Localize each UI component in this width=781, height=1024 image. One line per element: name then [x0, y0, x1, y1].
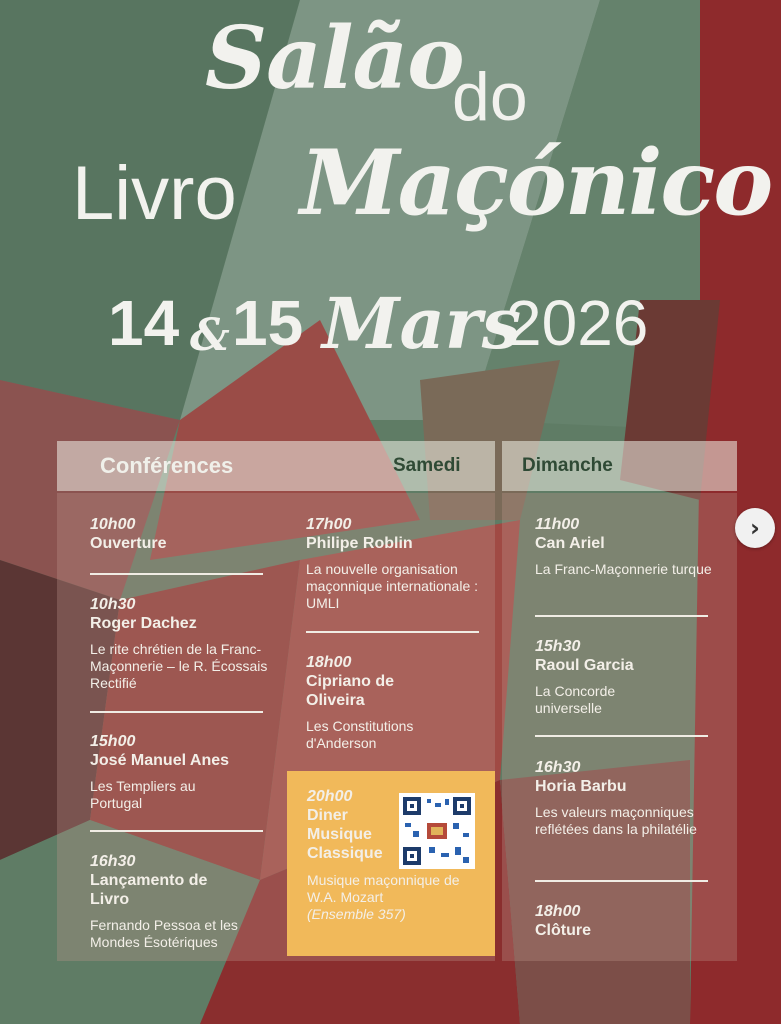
program-panel — [57, 441, 737, 961]
title-maconico: Maçónico — [300, 130, 772, 236]
event-time: 17h00 — [306, 516, 352, 533]
event-description: Les Constitutions d'Anderson — [306, 718, 414, 751]
event-time: 16h30 — [90, 853, 136, 870]
divider — [90, 711, 263, 713]
event-time: 18h00 — [306, 654, 352, 671]
divider — [90, 573, 263, 575]
saturday-label: Samedi — [393, 455, 461, 476]
event-item — [535, 903, 715, 940]
event-name: Raoul Garcia — [535, 657, 634, 674]
sunday-label: Dimanche — [522, 455, 613, 476]
divider — [535, 880, 708, 882]
dinner-event — [307, 788, 407, 863]
event-time: 15h30 — [535, 638, 581, 655]
next-slide-button[interactable] — [735, 508, 775, 548]
event-name: Ouverture — [90, 535, 167, 552]
event-name: Lançamento de Livro — [90, 872, 208, 908]
event-time: 15h00 — [90, 733, 136, 750]
event-description: La Franc-Maçonnerie turque — [535, 561, 712, 577]
divider — [535, 615, 708, 617]
event-item — [90, 596, 285, 692]
divider — [535, 735, 708, 737]
event-description: Les Templiers au Portugal — [90, 778, 196, 811]
program-heading: Conférences — [100, 453, 234, 478]
event-time: 16h30 — [535, 759, 581, 776]
event-name: Cipriano de Oliveira — [306, 673, 395, 709]
event-description: Les valeurs maçonniques reflétées dans la philatélie — [535, 804, 697, 837]
event-item — [306, 516, 486, 612]
event-description: Musique maçonnique de W.A. Mozart — [307, 872, 460, 905]
event-item — [535, 638, 725, 717]
date-year: 2026 — [506, 287, 649, 359]
dinner-details — [307, 872, 487, 923]
date-ampersand: & — [190, 310, 230, 361]
event-time: 10h30 — [90, 596, 136, 613]
event-name: José Manuel Anes — [90, 752, 230, 769]
event-name: Clôture — [535, 922, 591, 939]
date-day2: 15 — [232, 287, 304, 359]
event-name: Diner Musique Classique — [307, 807, 383, 862]
divider — [306, 631, 479, 633]
date-day1: 14 — [108, 287, 180, 359]
event-time: 10h00 — [90, 516, 136, 533]
title-salao: Salão — [205, 8, 464, 109]
event-item — [90, 516, 270, 553]
event-description: La nouvelle organisation maçonnique internationale : UMLI — [306, 561, 479, 611]
event-time: 20h00 — [307, 788, 353, 805]
qr-code-icon[interactable] — [399, 793, 475, 869]
event-item — [535, 759, 715, 838]
event-name: Can Ariel — [535, 535, 605, 552]
event-item — [90, 853, 285, 951]
ensemble-label: (Ensemble 357) — [307, 906, 406, 922]
chevron-right-icon: › — [750, 514, 760, 542]
event-item — [535, 516, 725, 578]
event-name: Philipe Roblin — [306, 535, 413, 552]
title-do: do — [452, 59, 528, 135]
event-name: Roger Dachez — [90, 615, 197, 632]
title-livro: Livro — [72, 151, 237, 236]
event-description: Le rite chrétien de la Franc-Maçonnerie – le R. Écossais Rectifié — [90, 641, 268, 691]
event-item — [306, 654, 486, 752]
event-time: 11h00 — [535, 516, 580, 533]
event-time: 18h00 — [535, 903, 581, 920]
event-description: Fernando Pessoa et les Mondes Ésotériques — [90, 917, 238, 950]
divider — [90, 830, 263, 832]
event-description: La Concorde universelle — [535, 683, 616, 716]
event-item — [90, 733, 280, 812]
event-name: Horia Barbu — [535, 778, 627, 795]
date-month: Mars — [322, 282, 522, 365]
